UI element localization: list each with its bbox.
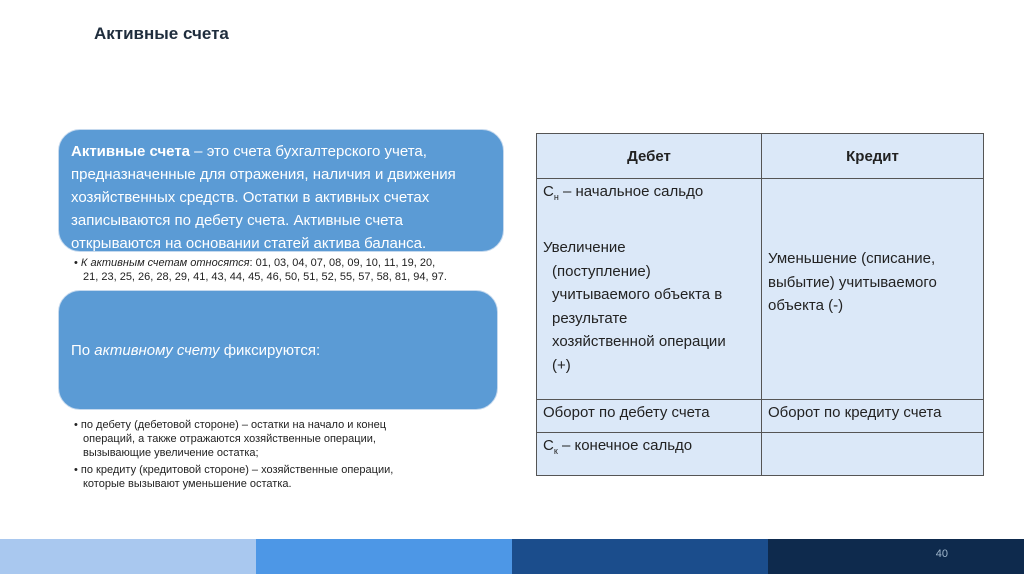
- table-row: [537, 179, 984, 400]
- credit-cell: [762, 179, 984, 400]
- footer-segment: [512, 539, 768, 574]
- account-table: [536, 133, 984, 476]
- decrease-text: Уменьшение (списание, выбытие) учитываемого объекта (-): [768, 250, 937, 314]
- turnover-credit: Оборот по кредиту счета: [762, 400, 984, 433]
- opening-balance: $С_н$ – начальное сальдо: [543, 183, 704, 202]
- accounts-list-lead: К активным счетам относятся: [80, 257, 250, 269]
- recorded-box: [58, 290, 498, 410]
- recorded-suffix: фиксируются:: [219, 341, 321, 359]
- footer-segment: [256, 539, 512, 574]
- definition-box: [58, 129, 504, 252]
- accounts-list-numbers-1: : 01, 03, 04, 07, 08, 09, 10, 11, 19, 20,: [249, 257, 436, 269]
- turnover-debit: Оборот по дебету счета: [537, 400, 762, 433]
- table-row: [537, 433, 984, 476]
- page-title: Активные счета: [94, 24, 229, 43]
- list-item: • по дебету (дебетовой стороне) – остатки на начало и конец операций, а также отражаются хозяйственные операции, вызывающие увеличение остатка;: [74, 419, 387, 459]
- page-number: 40: [935, 548, 948, 560]
- table-row: [537, 400, 984, 433]
- accounts-list: • К активным счетам относятся: 01, 03, 04, 07, 08, 09, 10, 11, 19, 20, 21, 23, 25, 26, 28, 29, 41, 43, 44, 45, 46, 50, 51, 52, 55, 57, 58, 81, 94, 97.: [74, 256, 510, 284]
- list-item: • по кредиту (кредитовой стороне) – хозяйственные операции, которые вызывают уменьшение остатка.: [74, 464, 394, 490]
- definition-term: Активные счета: [71, 143, 191, 160]
- header-debit: Дебет: [537, 134, 762, 179]
- recorded-prefix: По: [71, 341, 95, 359]
- definition-text: – это счета бухгалтерского учета, предназначенные для отражения, наличия и движения хозяйственных средств. Остатки в активных счетах записываются по дебету счета. Активные счета открываются на основании статей актива баланса.: [71, 143, 456, 252]
- closing-credit-empty: [762, 433, 984, 476]
- increase-text: Увеличение (поступление) учитываемого объекта в результате хозяйственной операции (+): [543, 239, 726, 374]
- header-credit: Кредит: [762, 134, 984, 179]
- footer-bar: [0, 539, 1024, 574]
- recorded-list: [74, 418, 474, 494]
- footer-segment: [0, 539, 256, 574]
- debit-cell: [537, 179, 762, 400]
- accounts-list-numbers-2: 21, 23, 25, 26, 28, 29, 41, 43, 44, 45, 46, 50, 51, 52, 55, 57, 58, 81, 94, 97.: [83, 271, 447, 283]
- recorded-italic: активному счету: [94, 341, 220, 359]
- table-header-row: [537, 134, 984, 179]
- closing-balance: $С_к$ – конечное сальдо: [537, 433, 762, 476]
- footer-segment: [768, 539, 1024, 574]
